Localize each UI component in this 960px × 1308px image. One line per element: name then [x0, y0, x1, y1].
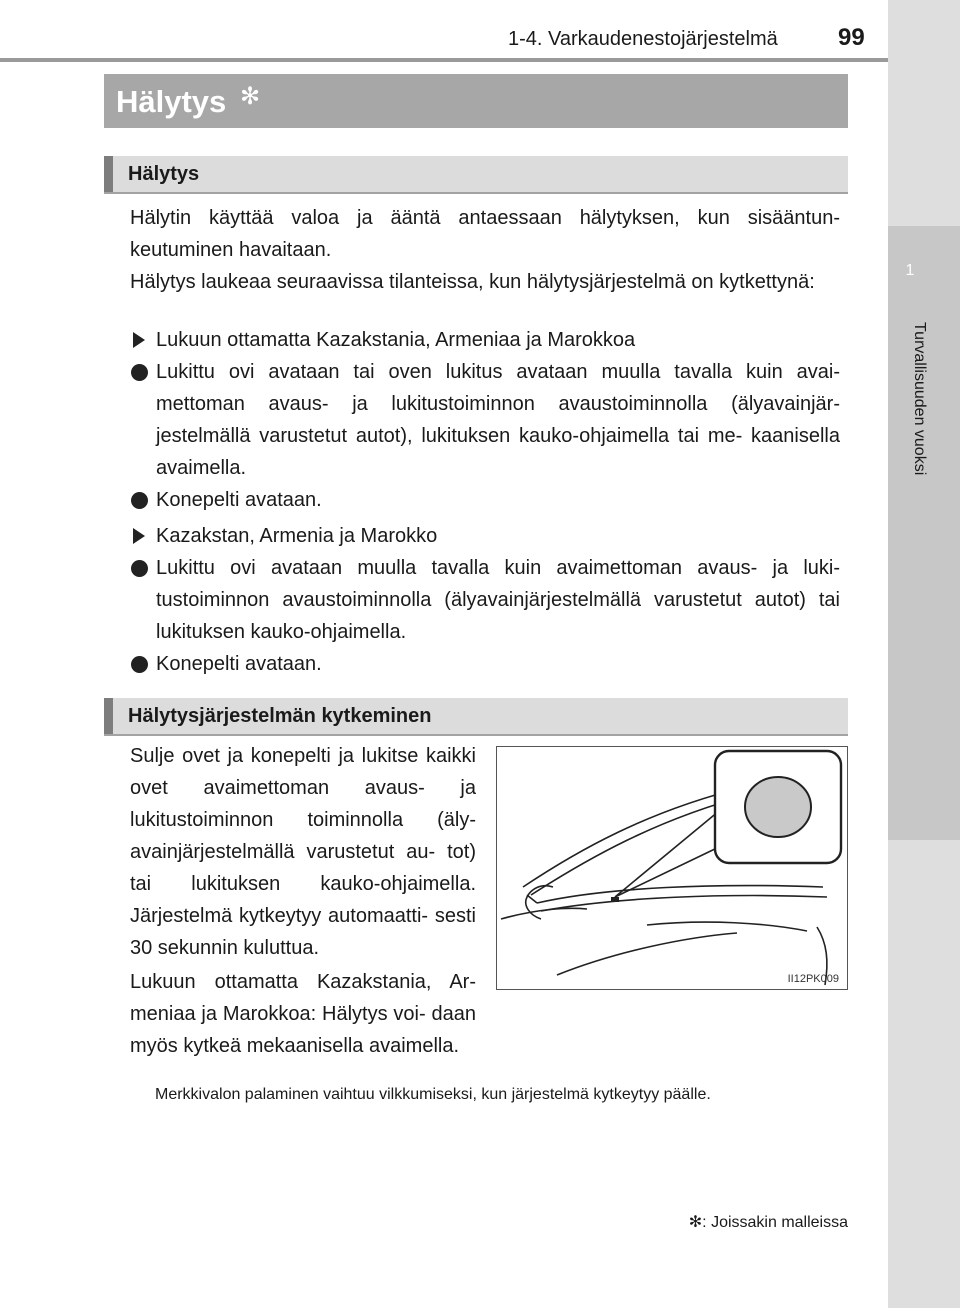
asterisk-mark-icon: ✻ — [240, 83, 261, 110]
footnote: ✻: Joissakin malleissa — [688, 1214, 848, 1231]
indicator-mount-icon — [611, 897, 619, 902]
heading-marker — [104, 156, 113, 192]
side-tab-active-chapter — [888, 226, 960, 840]
header-section-title: 1-4. Varkaudenestojärjestelmä — [508, 28, 778, 50]
trigger-paragraph: Hälytys laukeaa seuraavissa tilanteissa, kun hälytysjärjestelmä on kytkettynä: — [130, 271, 815, 293]
page-number: 99 — [838, 24, 865, 51]
list-item — [130, 648, 840, 680]
dot-bullet-icon — [131, 656, 148, 673]
security-indicator-light-icon — [745, 777, 811, 837]
figure-id: II12PK009 — [787, 973, 839, 985]
group-heading-text: Lukuun ottamatta Kazakstania, Armeniaa ja Marokkoa — [156, 329, 636, 351]
chapter-number: 1 — [905, 262, 915, 279]
list-item-text: Lukittu ovi avataan muulla tavalla kuin avaimettoman avaus- ja luki- tustoiminnon avaustoiminnolla (älyavainjärjestelmällä varustetut autot) tai lukituksen kauko-ohjaimella. — [156, 557, 840, 643]
section-heading-label: Hälytysjärjestelmän kytkeminen — [128, 705, 432, 727]
car-windshield-illustration — [497, 747, 847, 989]
section-heading-halytys — [104, 156, 848, 194]
page-title: Hälytys — [116, 84, 227, 119]
dot-bullet-icon — [131, 364, 148, 381]
intro-paragraph: Hälytin käyttää valoa ja ääntä antaessaan hälytyksen, kun sisääntun- keutuminen havaitaan. — [130, 207, 840, 261]
dot-bullet-icon — [131, 560, 148, 577]
heading-marker — [104, 698, 113, 734]
group-heading-text: Kazakstan, Armenia ja Marokko — [156, 525, 438, 547]
dot-bullet-icon — [131, 492, 148, 509]
windshield-indicator-figure — [496, 746, 848, 990]
indicator-note: Merkkivalon palaminen vaihtuu vilkkumiseksi, kun järjestelmä kytkeytyy päälle. — [155, 1086, 711, 1103]
group-heading-excluding — [130, 324, 840, 356]
triangle-bullet-icon — [133, 528, 145, 544]
group-heading-kazakstan — [130, 520, 840, 552]
triangle-bullet-icon — [133, 332, 145, 348]
list-item — [130, 484, 840, 516]
list-item — [130, 552, 840, 648]
list-item-text: Lukittu ovi avataan tai oven lukitus avataan muulla tavalla kuin avai- mettoman avaus- ja lukitustoiminnon avaustoiminnolla (älyavainjär- jestelmällä varustetut autot), lukituksen kauko-ohjaimella tai me- kaanisella avaimella. — [156, 361, 840, 479]
chapter-title: Turvallisuuden vuoksi — [911, 322, 928, 476]
mechanical-key-paragraph: Lukuun ottamatta Kazakstania, Ar- meniaa ja Marokkoa: Hälytys voi- daan myös kytkeä mekaanisella avaimella. — [130, 971, 476, 1057]
list-item — [130, 356, 840, 484]
section-heading-kytkeminen — [104, 698, 848, 736]
header-rule — [0, 58, 888, 62]
list-item-text: Konepelti avataan. — [156, 489, 322, 511]
arming-paragraph: Sulje ovet ja konepelti ja lukitse kaikki ovet avaimettoman avaus- ja lukitustoiminnon toiminnolla (äly- avainjärjestelmällä varustetut au- tot) tai lukituksen kauko-ohjaimella. Järjestelmä kytkeytyy automaatti- sesti 30 sekunnin kuluttua. — [130, 745, 476, 959]
list-item-text: Konepelti avataan. — [156, 653, 322, 675]
section-heading-label: Hälytys — [128, 163, 200, 185]
